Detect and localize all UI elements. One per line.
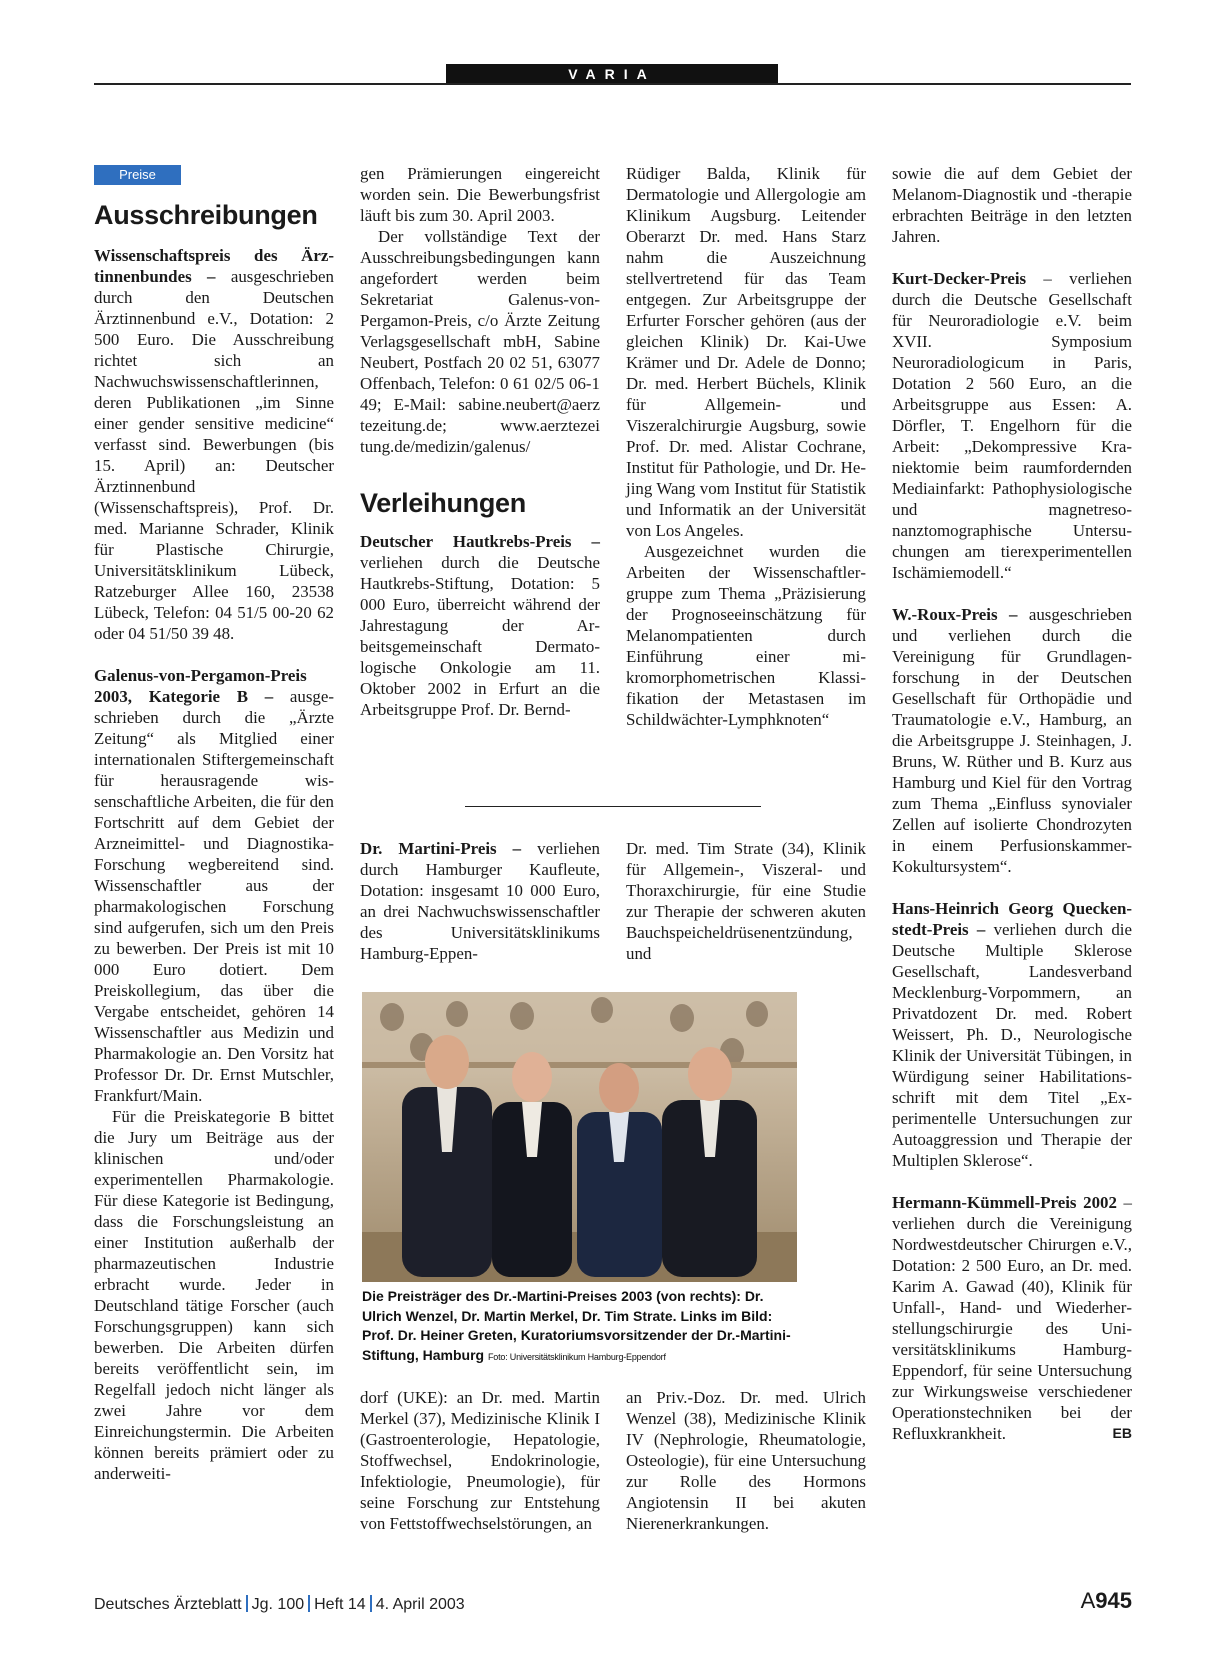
footer: [94, 1595, 465, 1614]
award-text: verliehen durch Hamburger Kaufleute, Dotation: insgesamt 10 000 Euro, an drei Nachwuchswissenschaftler des Universitätsklinikums Hamburg-Eppen-: [360, 839, 600, 963]
award-photo-illustration: [362, 992, 797, 1282]
award-text: ausgeschrieben und verliehen durch die Vereinigung für Grundlagenforschung in der Deutschen Gesellschaft für Orthopädie und Traumatologie e.V., Hamburg, an die Arbeitsgruppe J. Steinhagen, J. Bruns, W. Rüther und B. Kurz aus Hamburg und Kiel für den Vortrag zum Thema „Einfluss synovialer Zellen auf isolierte Chondrozyten in einem Perfusionskammer-Kokultursystem“.: [892, 605, 1132, 876]
paragraph: Für die Preiskategorie B bittet die Jury um Beiträge aus der klinischen und/oder experimentellen Pharmakologie. Für diese Kategorie ist Bedingung, dass die Forschungsleistung an einer Institution außerhalb der pharmazeutischen Industrie erbracht wurde. Jeder in Deutschland tätige Forscher (auch Forschungsgruppen) kann sich bewerben. Die Arbeiten dürfen bereits veröffentlicht sein, im Regelfall jedoch nicht länger als zwei Jahre vor dem Einreichungstermin. Die Arbeiten können bereits prämiert oder zu anderweiti-: [94, 1107, 334, 1483]
page-number-value: 945: [1095, 1588, 1132, 1613]
paragraph: sowie die auf dem Gebiet der Melanom-Diagnostik und -therapie erbrachten Beiträge in den letzten Jahren.: [892, 164, 1132, 246]
award-text: verliehen durch die Deutsche Hautkrebs-Stiftung, Dotation: 5 000 Euro, überreicht während der Jahrestagung der Arbeitsgemeinschaft Dermatologische Onkologie am 11. Oktober 2002 in Erfurt an die Arbeitsgruppe Prof. Dr. Bernd-: [360, 553, 600, 719]
paragraph: [892, 268, 1132, 583]
paragraph: [360, 531, 600, 720]
award-name: Dr. Martini-Preis –: [360, 839, 522, 858]
column-3: [626, 163, 866, 730]
issue: Heft 14: [314, 1596, 366, 1613]
paragraph: Der vollständige Text der Ausschreibungsbedingungen kann angefordert werden beim Sekretariat Galenus-von-Pergamon-Preis, c/o Ärzte Zeitung Verlagsgesellschaft mbH, Sabine Neubert, Postfach 20 02 51, 63077 Offenbach, Telefon: 0 61 02/5 06-1 49; E-Mail: sabine.neubert@aerz tezeitung.de; www.aerztezei tung.de/medizin/galenus/: [360, 227, 600, 456]
footer-separator: [308, 1595, 310, 1612]
page-number: [1081, 1588, 1132, 1614]
section-label: VARIA: [446, 64, 778, 85]
award-text: – verliehen durch die Vereinigung Nordwestdeutscher Chirurgen e.V., Dotation: 2 500 Euro, an Dr. med. Karim A. Gawad (40), Klinik für Unfall-, Hand- und Wiederherstellungschirurgie des Universitätsklinikums Hamburg-Eppendorf, für seine Untersuchung zur Wirkungsweise verschiedener Operationstechniken bei der Refluxkrankheit.: [892, 1193, 1132, 1443]
footer-separator: [246, 1595, 248, 1612]
martini-text-bottom-left: dorf (UKE): an Dr. med. Martin Merkel (37), Medizinische Klinik I (Gastroenterologie, Hepatologie, Stoffwechsel, Endokrinologie, Infektiologie, Pneumologie), für seine Forschung zur Entstehung von Fettstoffwechselstörungen, an: [360, 1388, 600, 1533]
award-photo: [362, 992, 797, 1282]
award-text: ausgeschrieben durch den Deutschen Ärztinnenbund e.V., Dotation: 2 500 Euro. Die Ausschreibung richtet sich an Nachwuchswissenschaftlerinnen, deren Publikationen „im Sinne einer gender sensitive medicine“ verfasst sind. Bewerbungen (bis 15. April) an: Deutscher Ärztinnenbund (Wissenschaftspreis), Prof. Dr. med. Marianne Schrader, Klinik für Plastische Chirurgie, Universitätsklinikum Lübeck, Ratzeburger Allee 160, 23538 Lübeck, Telefon: 04 51/5 00-20 62 oder 04 51/50 39 48.: [94, 267, 334, 643]
heading-ausschreibungen: Ausschreibungen: [94, 200, 318, 230]
award-name: Hermann-Kümmell-Preis 2002: [892, 1193, 1117, 1212]
award-name: Hans-Heinrich Georg Queckenstedt-Preis –: [892, 899, 1132, 939]
award-name: W.-Roux-Preis –: [892, 605, 1018, 624]
award-name: Kurt-Decker-Preis: [892, 269, 1027, 288]
caption-text: Die Preisträger des Dr.-Martini-Preises 2003 (von rechts): Dr. Ulrich Wenzel, Dr. Martin Merkel, Dr. Tim Strate. Links im Bild: Prof. Dr. Heiner Greten, Kuratoriumsvorsitzender der Dr.-Martini-Stiftung, Hamburg: [362, 1288, 791, 1363]
author-initials: EB: [1112, 1425, 1132, 1441]
category-tag: Preise: [94, 165, 181, 185]
section-divider: [465, 806, 761, 807]
column-4: [892, 163, 1132, 1444]
column-1: [94, 163, 334, 1484]
paragraph: [892, 604, 1132, 877]
award-text: ausgeschrieben durch die „Ärzte Zeitung“ als Mitglied einer internationalen Stiftergemeinschaft für herausragende wissenschaftliche Arbeiten, die für den Fortschritt auf dem Gebiet der Arzneimittel- und Diagnostika-Forschung wegbereitend sind. Wissenschaftler aus der pharmakologischen Forschung sind aufgerufen, sich um den Preis zu bewerben. Der Preis ist mit 10 000 Euro dotiert. Dem Preiskollegium, das über die Vergabe entscheidet, gehören 14 Wissenschaftler aus Medizin und Pharmakologie an. Den Vorsitz hat Professor Dr. Dr. Ernst Mutschler, Frankfurt/Main.: [94, 687, 334, 1105]
header-rule: [94, 83, 1131, 85]
martini-text-left: [360, 838, 600, 964]
paragraph: Ausgezeichnet wurden die Arbeiten der Wissenschaftlergruppe zum Thema „Präzisierung der Prognoseeinschätzung für Melanompatienten durch Einführung einer mikromorphometrischen Klassifikation der Metastasen im Schildwächter-Lymphknoten“: [626, 542, 866, 729]
photo-credit: Foto: Universitätsklinikum Hamburg-Eppendorf: [488, 1351, 666, 1362]
award-name: Wissenschaftspreis des Ärztinnenbundes –: [94, 246, 334, 286]
paragraph: [94, 665, 334, 1106]
paragraph: Rüdiger Balda, Klinik für Dermatologie und Allergologie am Klinikum Augsburg. Leitender Oberarzt Dr. med. Hans Starz nahm die Auszeichnung stellvertretend für das Team entgegen. Zur Arbeitsgruppe der Erfurter Forscher gehören (aus der gleichen Klinik) Dr. Kai-Uwe Krämer und Dr. Adele de Donno; Dr. med. Herbert Büchels, Klinik für Allgemein- und Viszeralchirurgie Augsburg, sowie Prof. Dr. med. Alistar Cochrane, Institut für Pathologie, und Dr. He-jing Wang vom Institut für Statistik und Informatik an der Universität von Los Angeles.: [626, 164, 866, 540]
page-prefix: A: [1080, 1588, 1096, 1613]
award-name: Galenus-von-Pergamon-Preis 2003, Kategorie B –: [94, 666, 307, 706]
journal-name: Deutsches Ärzteblatt: [94, 1596, 242, 1613]
martini-text-bottom-right: an Priv.-Doz. Dr. med. Ulrich Wenzel (38), Medizinische Klinik IV (Nephrologie, Rheumatologie, Osteologie), für eine Untersuchung zur Rolle des Hormons Angiotensin II bei akuten Nierenerkrankungen.: [626, 1388, 866, 1533]
volume: Jg. 100: [251, 1596, 305, 1613]
paragraph: gen Prämierungen eingereicht worden sein. Die Bewerbungsfrist läuft bis zum 30. April 2003.: [360, 164, 600, 225]
award-text: – verliehen durch die Deutsche Gesellschaft für Neuroradiologie e.V. beim XVII. Symposium Neuroradiologicum in Paris, Dotation 2 560 Euro, an die Arbeitsgruppe aus Essen: A. Dörfler, T. Engelhorn für die Arbeit: „Dekompressive Kraniektomie beim raumfordernden Mediainfarkt: Pathophysiologische und magnetresonanztomographische Untersuchungen am tierexperimentellen Ischämiemodell.“: [892, 269, 1132, 582]
column-2: [360, 163, 600, 720]
paragraph: [94, 245, 334, 644]
issue-date: 4. April 2003: [375, 1596, 465, 1613]
award-name: Deutscher Hautkrebs-Preis –: [360, 532, 600, 551]
heading-verleihungen: Verleihungen: [360, 488, 526, 518]
photo-caption: [362, 1287, 800, 1367]
award-text: verliehen durch die Deutsche Multiple Sklerose Gesellschaft, Landesverband Mecklenburg-Vorpommern, an Privatdozent Dr. med. Robert Weissert, Ph. D., Neurologische Klinik der Universität Tübingen, in Würdigung seiner Habilitationsschrift mit dem Titel „Experimentelle Untersuchungen zur Autoaggression und Therapie der Multiplen Sklerose“.: [892, 920, 1132, 1170]
martini-text-right: Dr. med. Tim Strate (34), Klinik für Allgemein-, Viszeral- und Thoraxchirurgie, für eine Studie zur Therapie der schweren akuten Bauchspeicheldrüsenentzündung, und: [626, 839, 866, 963]
paragraph: [892, 898, 1132, 1171]
paragraph: [892, 1192, 1132, 1444]
footer-separator: [370, 1595, 372, 1612]
